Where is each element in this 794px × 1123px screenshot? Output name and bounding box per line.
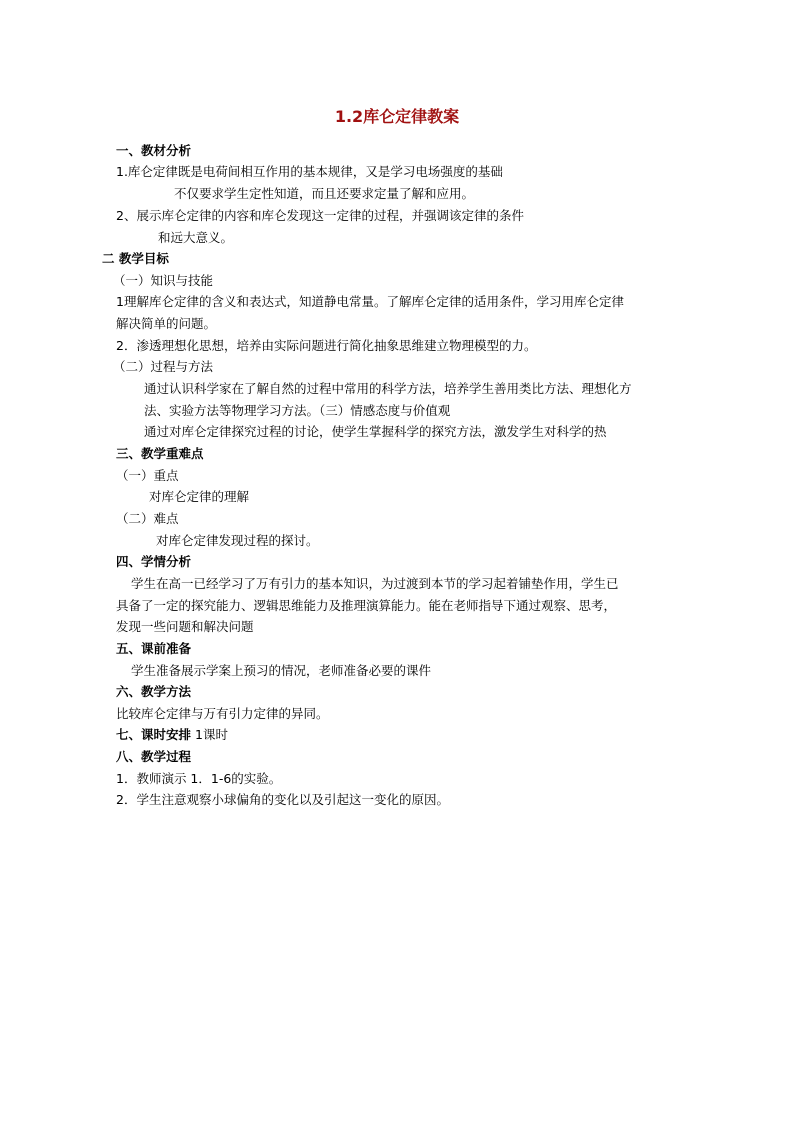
section-heading-4: 四、学情分析 bbox=[116, 554, 192, 569]
paragraph: 2、展示库仑定律的内容和库仑发现这一定律的过程，并强调该定律的条件 bbox=[116, 208, 524, 223]
paragraph: 解决简单的问题。 bbox=[116, 316, 217, 331]
subheading: （二）过程与方法 bbox=[113, 359, 214, 374]
section-heading-3: 三、教学重难点 bbox=[116, 446, 204, 461]
paragraph: 学生在高一已经学习了万有引力的基本知识，为过渡到本节的学习起着铺垫作用，学生已 bbox=[131, 576, 619, 591]
paragraph: 对库仑定律的理解 bbox=[149, 489, 250, 504]
paragraph: 法、实验方法等物理学习方法。（三）情感态度与价值观 bbox=[144, 403, 451, 418]
subheading: （一）重点 bbox=[116, 468, 179, 483]
paragraph: 具备了一定的探究能力、逻辑思维能力及推理演算能力。能在老师指导下通过观察、思考， bbox=[116, 598, 617, 613]
section-heading-7: 七、课时安排 bbox=[116, 727, 192, 742]
paragraph: 和远大意义。 bbox=[158, 230, 234, 245]
section-heading-6: 六、教学方法 bbox=[116, 684, 192, 699]
paragraph: 学生准备展示学案上预习的情况，老师准备必要的课件 bbox=[131, 663, 432, 678]
paragraph: 1．教师演示 1．1-6的实验。 bbox=[116, 771, 282, 786]
section-heading-2: 二 教学目标 bbox=[102, 251, 169, 266]
paragraph: 1理解库仑定律的含义和表达式，知道静电常量。了解库仑定律的适用条件，学习用库仑定律 bbox=[116, 294, 624, 309]
paragraph: 通过对库仑定律探究过程的讨论，使学生掌握科学的探究方法，激发学生对科学的热 bbox=[144, 424, 607, 439]
paragraph: 通过认识科学家在了解自然的过程中常用的科学方法，培养学生善用类比方法、理想化方 bbox=[144, 381, 632, 396]
document-title: 1.2库仑定律教案 bbox=[334, 107, 460, 126]
section-heading-8: 八、教学过程 bbox=[116, 749, 192, 764]
paragraph: 比较库仑定律与万有引力定律的异同。 bbox=[116, 706, 329, 721]
subheading: （一）知识与技能 bbox=[113, 273, 214, 288]
section-heading-1: 一、教材分析 bbox=[116, 143, 192, 158]
paragraph: 不仅要求学生定性知道，而且还要求定量了解和应用。 bbox=[174, 186, 475, 201]
paragraph: 发现一些问题和解决问题 bbox=[116, 619, 254, 634]
paragraph: 2．渗透理想化思想，培养由实际问题进行简化抽象思维建立物理模型的力。 bbox=[116, 338, 537, 353]
lesson-hours: 1课时 bbox=[191, 727, 228, 742]
section-heading-5: 五、课前准备 bbox=[116, 641, 192, 656]
paragraph: 2．学生注意观察小球偏角的变化以及引起这一变化的原因。 bbox=[116, 792, 449, 807]
paragraph: 对库仑定律发现过程的探讨。 bbox=[156, 533, 319, 548]
section-7-line bbox=[116, 727, 228, 743]
paragraph: 1.库仑定律既是电荷间相互作用的基本规律，又是学习电场强度的基础 bbox=[116, 164, 503, 179]
subheading: （二）难点 bbox=[116, 511, 179, 526]
